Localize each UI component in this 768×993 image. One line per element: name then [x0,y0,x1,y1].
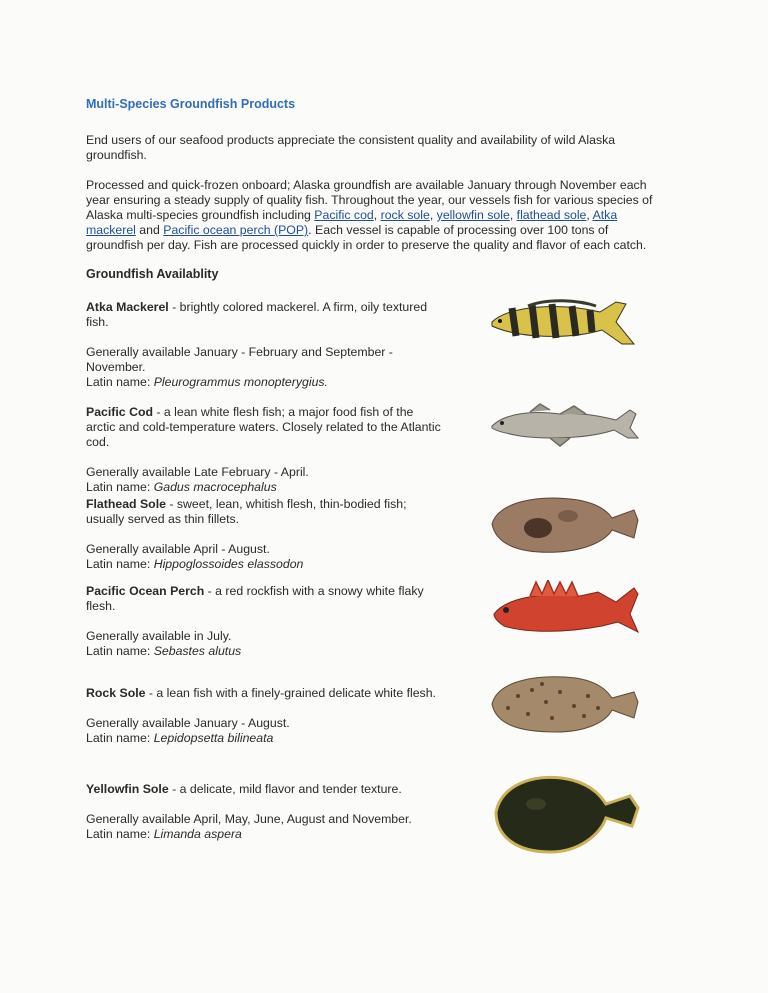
species-desc-text: - a delicate, mild flavor and tender texture. [168,782,402,796]
latin-label: Latin name: [86,557,154,571]
species-name: Yellowfin Sole [86,782,169,796]
species-entry-rock-sole [86,686,446,746]
species-desc-text: - a red rockfish with a snowy white flaky flesh. [86,584,424,613]
latin-name [86,731,446,746]
latin-value: Limanda aspera [153,827,242,841]
page-title: Multi-Species Groundfish Products [86,97,296,111]
link-pacific-ocean-perch[interactable]: Pacific ocean perch (POP) [163,223,309,237]
species-entry-flathead-sole [86,497,446,572]
species-entry-yellowfin-sole [86,782,446,842]
latin-name [86,480,446,495]
species-name: Pacific Cod [86,405,153,419]
link-atka-mackerel[interactable]: Atka mackerel [86,208,618,237]
species-description [86,405,446,450]
link-flathead-sole[interactable]: flathead sole [516,208,587,222]
intro-paragraph: End users of our seafood products appreciate the consistent quality and availability of wild Alaska groundfish. [86,133,616,162]
latin-name [86,375,446,390]
availability-text: Generally available Late February - April. [86,465,309,479]
species-desc-text: - a lean fish with a finely-grained delicate white flesh. [145,686,436,700]
species-description [86,584,446,614]
species-desc-text: - a lean white flesh fish; a major food fish of the arctic and cold-temperature waters. Closely related to the Atlantic cod. [86,405,441,449]
availability-text: Generally available in July. [86,629,232,643]
pacific-cod-fish-icon [490,400,640,450]
availability-text: Generally available January - August. [86,716,290,730]
latin-name [86,827,446,842]
species-name: Rock Sole [86,686,146,700]
availability-text: Generally available April, May, June, August and November. [86,812,412,826]
link-rock-sole[interactable]: rock sole [380,208,430,222]
yellowfin-sole-fish-icon [490,770,640,856]
separator: , [586,208,593,222]
separator: , [373,208,381,222]
atka-mackerel-fish-icon [488,296,638,352]
species-name: Pacific Ocean Perch [86,584,205,598]
availability-text: Generally available April - August. [86,542,270,556]
latin-value: Gadus macrocephalus [153,480,277,494]
species-description [86,300,446,330]
latin-label: Latin name: [86,375,154,389]
latin-name [86,644,446,659]
latin-value: Pleurogrammus monopterygius. [153,375,328,389]
availability-heading: Groundfish Availablity [86,267,219,281]
species-entry-atka-mackerel [86,300,446,390]
link-yellowfin-sole[interactable]: yellowfin sole [436,208,510,222]
latin-value: Hippoglossoides elassodon [153,557,304,571]
species-entry-pacific-cod [86,405,446,495]
latin-label: Latin name: [86,480,154,494]
latin-name [86,557,446,572]
paragraph-text: Processed and quick-frozen onboard; Alaska groundfish are available January through November each year ensuring a steady supply of quality fish. Throughout the year, our vessels fish for various species of Alaska multi-species groundfish including [86,178,653,222]
processing-paragraph [86,178,666,253]
separator: , [429,208,437,222]
paragraph-text: . Each vessel is capable of processing over 100 tons of groundfish per day. Fish are processed quickly in order to preserve the quality and flavor of each catch. [86,223,647,252]
species-desc-text: - sweet, lean, whitish flesh, thin-bodied fish; usually served as thin fillets. [86,497,407,526]
separator: , [509,208,517,222]
species-name: Flathead Sole [86,497,166,511]
link-pacific-cod[interactable]: Pacific cod [314,208,374,222]
availability-text: Generally available January - February and September - November. [86,345,393,374]
latin-value: Lepidopsetta bilineata [153,731,274,745]
latin-label: Latin name: [86,731,154,745]
species-description [86,782,446,797]
conjunction: and [135,223,164,237]
species-entry-pacific-ocean-perch [86,584,446,659]
species-name: Atka Mackerel [86,300,169,314]
latin-label: Latin name: [86,644,154,658]
latin-value: Sebastes alutus [153,644,242,658]
species-description [86,686,446,701]
flathead-sole-fish-icon [488,492,640,556]
species-description [86,497,446,527]
species-desc-text: - brightly colored mackerel. A firm, oily textured fish. [86,300,428,329]
latin-label: Latin name: [86,827,154,841]
rock-sole-fish-icon [488,672,640,736]
pacific-ocean-perch-fish-icon [490,580,640,640]
